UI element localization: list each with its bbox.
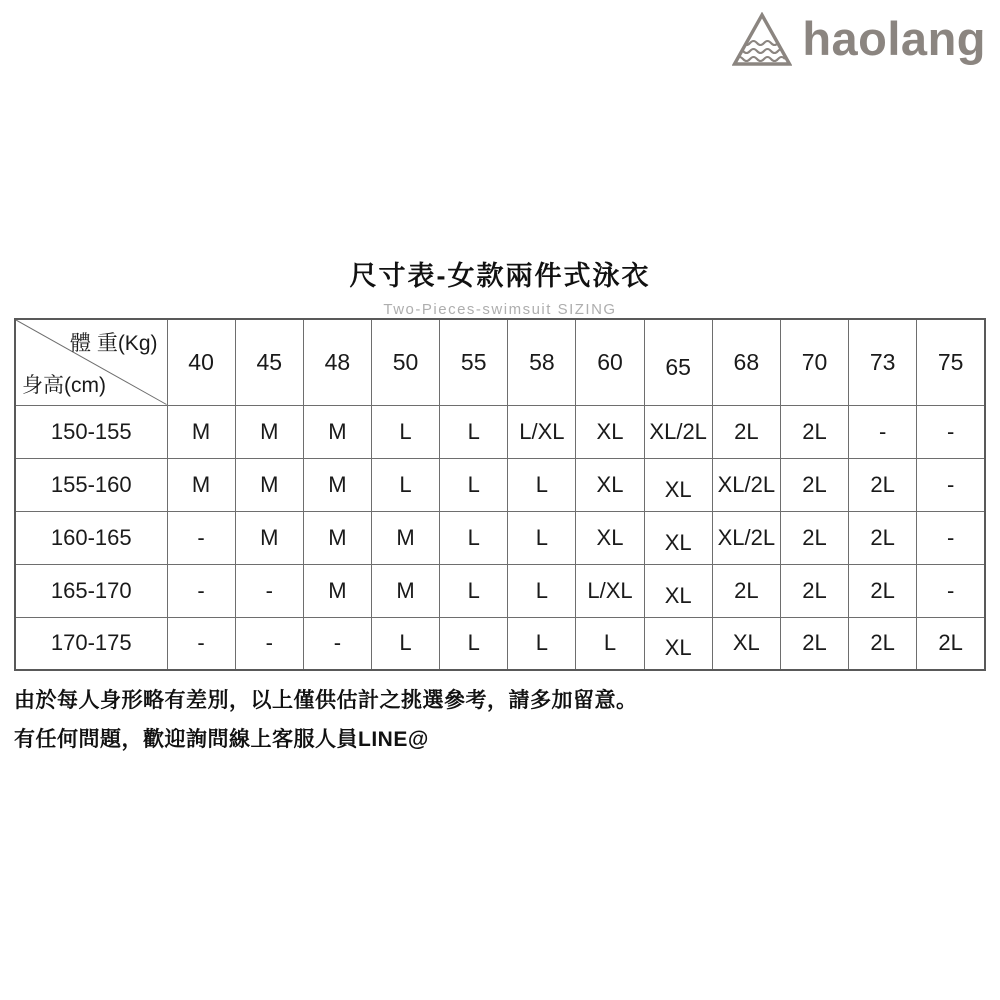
size-value: M: [260, 418, 279, 444]
size-value: 2L: [802, 524, 827, 550]
size-value: -: [946, 471, 955, 497]
size-cell: [576, 405, 644, 458]
weight-header-label: 55: [460, 348, 487, 375]
size-cell: [644, 458, 712, 511]
weight-axis-label: 體 重(Kg): [69, 332, 158, 355]
size-cell: [644, 511, 712, 564]
size-cell: [235, 617, 303, 670]
size-value: 2L: [802, 418, 827, 444]
size-cell: [508, 511, 576, 564]
size-cell: [167, 405, 235, 458]
weight-header-label: 73: [869, 348, 896, 375]
size-value: XL: [664, 529, 692, 555]
size-value: L: [467, 630, 480, 656]
size-cell: [712, 617, 780, 670]
size-value: -: [333, 630, 342, 656]
weight-header-label: 50: [392, 348, 419, 375]
size-value: 2L: [870, 471, 895, 497]
weight-header-label: 45: [256, 348, 283, 375]
size-value: -: [946, 418, 955, 444]
size-value: XL/2L: [649, 418, 707, 444]
size-cell: [644, 564, 712, 617]
size-value: L: [467, 524, 480, 550]
corner-header-cell: [15, 319, 167, 405]
size-cell: [917, 617, 985, 670]
size-cell: [849, 405, 917, 458]
size-value: 2L: [938, 630, 963, 656]
weight-header-75: [917, 319, 985, 405]
table-row: [15, 405, 985, 458]
weight-header-row: [15, 319, 985, 405]
size-cell: [440, 617, 508, 670]
weight-header-73: [849, 319, 917, 405]
size-cell: [849, 511, 917, 564]
weight-header-40: [167, 319, 235, 405]
page-title: 尺寸表-女款兩件式泳衣: [349, 261, 651, 291]
size-value: L: [467, 418, 480, 444]
weight-header-68: [712, 319, 780, 405]
size-value: M: [328, 577, 347, 603]
size-cell: [780, 511, 848, 564]
size-cell: [576, 511, 644, 564]
size-cell: [235, 458, 303, 511]
size-value: L/XL: [587, 577, 633, 603]
table-row: [15, 617, 985, 670]
size-value: L: [467, 577, 480, 603]
weight-header-label: 48: [324, 348, 351, 375]
size-cell: [780, 617, 848, 670]
size-value: 2L: [802, 630, 827, 656]
size-cell: [371, 564, 439, 617]
size-cell: [303, 617, 371, 670]
size-cell: [780, 405, 848, 458]
size-value: -: [946, 524, 955, 550]
size-value: -: [265, 630, 273, 656]
size-cell: [167, 564, 235, 617]
size-cell: [849, 564, 917, 617]
size-cell: [917, 564, 985, 617]
size-value: -: [197, 524, 205, 550]
note-line: 由於每人身形略有差別，以上僅供估計之挑選參考，請多加留意。: [14, 689, 638, 712]
size-value: XL: [732, 630, 760, 656]
weight-header-label: 68: [733, 348, 760, 375]
weight-header-65: [644, 319, 712, 405]
size-value: -: [197, 630, 205, 656]
size-table: [14, 318, 986, 671]
size-value: L: [399, 418, 412, 444]
size-value: -: [878, 418, 887, 444]
size-value: XL/2L: [717, 471, 776, 497]
size-cell: [849, 458, 917, 511]
size-cell: [712, 564, 780, 617]
size-cell: [508, 564, 576, 617]
table-row: [15, 511, 985, 564]
weight-header-50: [371, 319, 439, 405]
table-row: [15, 564, 985, 617]
size-value: L/XL: [519, 418, 565, 444]
size-value: 2L: [870, 577, 895, 603]
weight-header-label: 40: [188, 348, 214, 375]
size-value: 2L: [870, 630, 895, 656]
size-cell: [167, 617, 235, 670]
weight-header-60: [576, 319, 644, 405]
brand-logo: [732, 12, 986, 68]
size-value: M: [328, 418, 347, 444]
size-value: M: [260, 471, 279, 497]
weight-header-label: 75: [937, 348, 964, 375]
size-value: M: [191, 471, 211, 497]
size-value: XL: [596, 524, 624, 550]
height-range-label: 165-170: [15, 564, 167, 617]
size-value: -: [265, 577, 273, 603]
size-cell: [917, 405, 985, 458]
weight-header-label: 70: [801, 348, 828, 375]
weight-header-55: [440, 319, 508, 405]
size-cell: [917, 511, 985, 564]
size-cell: [235, 564, 303, 617]
size-value: 2L: [870, 524, 895, 550]
height-range-label: 155-160: [15, 458, 167, 511]
size-value: -: [946, 577, 955, 603]
page-subtitle: Two-Pieces-swimsuit SIZING: [383, 301, 617, 318]
weight-header-label: 65: [665, 353, 691, 380]
size-cell: [371, 405, 439, 458]
height-range-label: 170-175: [15, 617, 167, 670]
size-cell: [508, 458, 576, 511]
size-cell: [440, 564, 508, 617]
size-value: L: [535, 630, 548, 656]
size-value: L: [603, 630, 617, 656]
size-value: M: [328, 524, 347, 550]
size-cell: [644, 405, 712, 458]
size-cell: [303, 511, 371, 564]
size-cell: [303, 405, 371, 458]
size-table-wrap: [14, 318, 986, 671]
size-value: XL: [664, 635, 692, 661]
size-value: 2L: [734, 577, 759, 603]
size-cell: [167, 458, 235, 511]
size-value: XL: [664, 476, 692, 502]
size-value: M: [328, 471, 347, 497]
weight-header-58: [508, 319, 576, 405]
size-value: M: [396, 524, 415, 550]
height-range-label: 160-165: [15, 511, 167, 564]
size-cell: [235, 405, 303, 458]
size-value: L: [535, 524, 548, 550]
size-cell: [440, 458, 508, 511]
footer-notes: [14, 681, 974, 759]
height-axis-label: 身高(cm): [22, 373, 106, 397]
size-value: L: [399, 471, 412, 497]
size-value: XL: [596, 471, 624, 497]
size-cell: [712, 511, 780, 564]
size-value: L: [535, 471, 548, 497]
note-line: 有任何問題，歡迎詢問線上客服人員LINE@: [14, 728, 429, 751]
size-cell: [371, 458, 439, 511]
height-range-label: 150-155: [15, 405, 167, 458]
mountain-waves-icon: [732, 12, 792, 68]
size-value: 2L: [734, 418, 759, 444]
size-value: L: [535, 577, 548, 603]
size-cell: [849, 617, 917, 670]
size-value: M: [396, 577, 415, 603]
size-value: 2L: [802, 471, 827, 497]
size-cell: [576, 617, 644, 670]
size-cell: [644, 617, 712, 670]
size-value: 2L: [802, 577, 827, 603]
size-value: XL: [596, 418, 624, 444]
weight-header-45: [235, 319, 303, 405]
title-block: [0, 254, 1000, 318]
weight-header-label: 60: [597, 348, 623, 375]
size-cell: [712, 405, 780, 458]
size-cell: [712, 458, 780, 511]
size-value: XL: [664, 582, 692, 608]
size-value: L: [467, 471, 480, 497]
table-row: [15, 458, 985, 511]
weight-header-48: [303, 319, 371, 405]
size-cell: [576, 564, 644, 617]
size-value: -: [197, 577, 205, 603]
size-cell: [917, 458, 985, 511]
size-cell: [780, 458, 848, 511]
size-cell: [303, 564, 371, 617]
size-cell: [440, 511, 508, 564]
size-value: M: [260, 524, 279, 550]
size-value: L: [399, 630, 412, 656]
size-cell: [508, 617, 576, 670]
weight-header-70: [780, 319, 848, 405]
size-cell: [780, 564, 848, 617]
size-value: M: [191, 418, 211, 444]
size-cell: [440, 405, 508, 458]
weight-header-label: 58: [529, 348, 555, 375]
size-value: XL/2L: [717, 524, 776, 550]
size-cell: [167, 511, 235, 564]
brand-name: haolang: [802, 11, 986, 65]
size-cell: [303, 458, 371, 511]
size-cell: [508, 405, 576, 458]
size-cell: [371, 617, 439, 670]
size-cell: [235, 511, 303, 564]
size-cell: [371, 511, 439, 564]
size-cell: [576, 458, 644, 511]
